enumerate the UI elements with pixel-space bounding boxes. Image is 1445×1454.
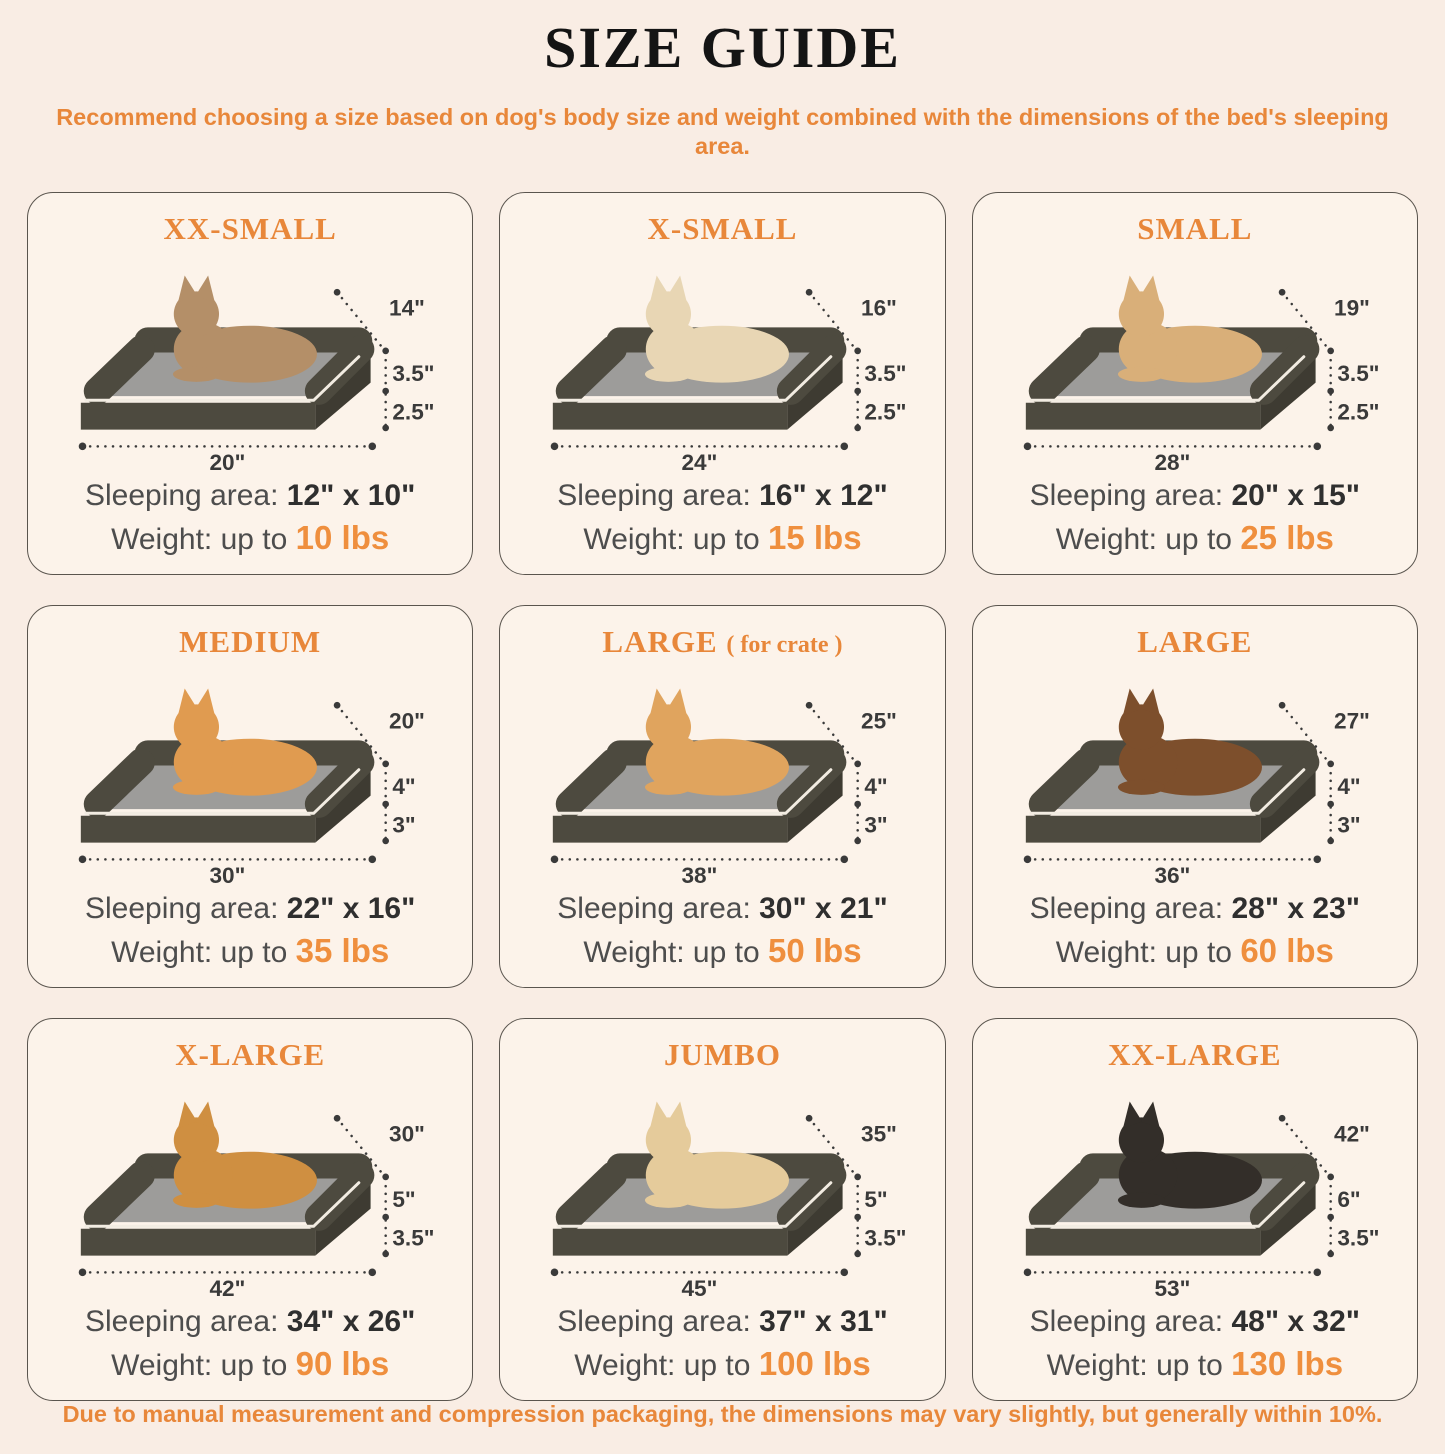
size-card: [499, 192, 945, 575]
size-name: SMALL: [1137, 210, 1253, 246]
sleeping-area-value: 28" x 23": [1231, 891, 1361, 925]
bolster-height-label: 4": [864, 773, 889, 799]
weight-label: Weight: up to: [583, 523, 760, 557]
width-dimension-line: [1024, 442, 1321, 474]
base-height-dimension-line: [855, 807, 888, 844]
base-height-label: 2.5": [864, 399, 908, 425]
size-name: MEDIUM: [179, 623, 322, 659]
bolster-height-dimension-line: [382, 1173, 415, 1220]
width-dimension-line: [551, 1268, 848, 1300]
size-card-title: [1137, 211, 1252, 247]
weight-line: [1056, 516, 1334, 560]
bed-illustration: [521, 1073, 923, 1301]
weight-line: [1056, 929, 1334, 973]
bolster-height-dimension-line: [382, 760, 415, 807]
bolster-height-dimension-line: [1327, 347, 1379, 394]
base-height-dimension-line: [382, 394, 434, 431]
base-height-dimension-line: [855, 1220, 907, 1257]
size-card: [972, 605, 1418, 988]
bolster-height-label: 4": [1337, 773, 1361, 799]
base-height-label: 3": [392, 812, 416, 838]
width-dimension-line: [1024, 855, 1321, 887]
base-height-dimension-line: [855, 394, 907, 431]
width-dimension-label: 42": [209, 1275, 246, 1301]
sleeping-area-value: 20" x 15": [1231, 478, 1361, 512]
sleeping-area-value: 34" x 26": [286, 1304, 416, 1338]
base-height-label: 3": [1337, 812, 1361, 838]
bolster-height-label: 3.5": [392, 360, 435, 386]
width-dimension-line: [79, 855, 376, 887]
size-name: XX-LARGE: [1108, 1036, 1282, 1072]
size-name: LARGE: [1137, 623, 1253, 659]
sleeping-area-line: [1030, 1302, 1360, 1342]
bolster-height-dimension-line: [855, 1173, 888, 1220]
size-card-title: [163, 211, 336, 247]
weight-label: Weight: up to: [111, 1349, 288, 1383]
size-card-title: [1137, 624, 1252, 660]
footnote: Due to manual measurement and compression packaging, the dimensions may vary slightly, but generally within 10%.: [62, 1400, 1383, 1427]
sleeping-area-value: 30" x 21": [759, 891, 888, 925]
width-dimension-line: [551, 442, 848, 474]
size-card-title: [648, 211, 798, 247]
sleeping-area-label: Sleeping area:: [1029, 478, 1224, 512]
size-name: JUMBO: [664, 1036, 781, 1072]
bed-illustration: [521, 660, 923, 888]
weight-line: [111, 516, 389, 560]
weight-line: [574, 1342, 871, 1386]
weight-value: 130 lbs: [1231, 1345, 1344, 1383]
width-dimension-label: 38": [681, 862, 718, 888]
size-name-suffix: ( for crate ): [726, 631, 843, 658]
sleeping-area-line: [85, 1302, 415, 1342]
size-name: LARGE: [602, 623, 718, 659]
weight-label: Weight: up to: [111, 523, 288, 557]
sleeping-area-label: Sleeping area:: [557, 891, 751, 925]
base-height-label: 3.5": [392, 1225, 435, 1251]
base-height-label: 3": [864, 812, 889, 838]
weight-label: Weight: up to: [111, 936, 288, 970]
depth-dimension-label: 35": [861, 1121, 898, 1147]
depth-dimension-label: 30": [389, 1121, 426, 1147]
depth-dimension-label: 42": [1333, 1121, 1370, 1147]
depth-dimension-label: 19": [1333, 295, 1370, 321]
size-card: [27, 192, 473, 575]
subtitle: Recommend choosing a size based on dog's body size and weight combined with the dimensions of the bed's sleeping area.: [56, 104, 1389, 160]
weight-value: 35 lbs: [295, 932, 390, 970]
sleeping-area-line: [557, 476, 887, 516]
size-card: [27, 1018, 473, 1401]
weight-value: 60 lbs: [1240, 932, 1334, 970]
bed-illustration: [49, 247, 451, 475]
page-title: SIZE GUIDE: [544, 15, 901, 80]
bolster-height-label: 6": [1337, 1186, 1361, 1212]
depth-dimension-label: 16": [861, 295, 898, 321]
size-card-title: [602, 624, 842, 660]
size-cards-grid: [0, 192, 1445, 1401]
weight-value: 50 lbs: [768, 932, 862, 970]
size-name: X-LARGE: [175, 1036, 326, 1072]
depth-dimension-label: 27": [1333, 708, 1370, 734]
bed-illustration: [994, 247, 1396, 475]
sleeping-area-value: 12" x 10": [286, 478, 416, 512]
bed-illustration: [49, 1073, 451, 1301]
sleeping-area-line: [557, 1302, 887, 1342]
bolster-height-label: 3.5": [1337, 360, 1380, 386]
size-card-title: [664, 1037, 781, 1073]
weight-label: Weight: up to: [574, 1349, 751, 1383]
base-height-dimension-line: [1327, 1220, 1379, 1257]
base-height-label: 3.5": [1337, 1225, 1380, 1251]
sleeping-area-line: [1030, 476, 1360, 516]
sleeping-area-label: Sleeping area:: [557, 1304, 751, 1338]
bed-illustration: [994, 660, 1396, 888]
size-card: [972, 1018, 1418, 1401]
width-dimension-label: 30": [209, 862, 246, 888]
sleeping-area-label: Sleeping area:: [84, 478, 279, 512]
bolster-height-label: 5": [392, 1186, 416, 1212]
width-dimension-line: [1024, 1268, 1321, 1300]
sleeping-area-line: [85, 889, 415, 929]
width-dimension-label: 24": [681, 449, 718, 475]
width-dimension-line: [79, 1268, 376, 1300]
sleeping-area-line: [85, 476, 415, 516]
base-height-label: 2.5": [1337, 399, 1380, 425]
size-card: [499, 605, 945, 988]
sleeping-area-label: Sleeping area:: [84, 891, 279, 925]
weight-line: [111, 1342, 389, 1386]
base-height-dimension-line: [1327, 394, 1379, 431]
weight-line: [111, 929, 389, 973]
weight-label: Weight: up to: [1055, 523, 1232, 557]
width-dimension-line: [551, 855, 848, 887]
sleeping-area-value: 37" x 31": [759, 1304, 888, 1338]
size-card: [27, 605, 473, 988]
bolster-height-label: 5": [864, 1186, 889, 1212]
weight-value: 10 lbs: [295, 519, 390, 557]
width-dimension-label: 53": [1154, 1275, 1191, 1301]
width-dimension-label: 36": [1154, 862, 1191, 888]
size-name: XX-SMALL: [163, 210, 337, 246]
bed-illustration: [49, 660, 451, 888]
depth-dimension-label: 14": [389, 295, 426, 321]
sleeping-area-line: [557, 889, 887, 929]
sleeping-area-value: 22" x 16": [286, 891, 416, 925]
sleeping-area-value: 16" x 12": [759, 478, 888, 512]
width-dimension-line: [79, 442, 376, 474]
weight-line: [583, 929, 861, 973]
weight-value: 90 lbs: [295, 1345, 390, 1383]
weight-value: 25 lbs: [1240, 519, 1334, 557]
width-dimension-label: 20": [209, 449, 246, 475]
base-height-dimension-line: [382, 1220, 434, 1257]
size-card: [972, 192, 1418, 575]
bolster-height-label: 4": [392, 773, 416, 799]
sleeping-area-label: Sleeping area:: [84, 1304, 279, 1338]
weight-label: Weight: up to: [583, 936, 760, 970]
bed-illustration: [994, 1073, 1396, 1301]
weight-line: [583, 516, 861, 560]
sleeping-area-line: [1030, 889, 1360, 929]
bolster-height-label: 3.5": [864, 360, 908, 386]
sleeping-area-value: 48" x 32": [1231, 1304, 1361, 1338]
bolster-height-dimension-line: [855, 760, 888, 807]
weight-value: 100 lbs: [758, 1345, 871, 1383]
weight-value: 15 lbs: [768, 519, 862, 557]
size-card: [499, 1018, 945, 1401]
depth-dimension-label: 25": [861, 708, 898, 734]
width-dimension-label: 45": [681, 1275, 718, 1301]
size-card-title: [1108, 1037, 1281, 1073]
size-card-title: [175, 1037, 325, 1073]
bolster-height-dimension-line: [1327, 1173, 1360, 1220]
base-height-dimension-line: [382, 807, 415, 844]
size-card-title: [179, 624, 321, 660]
weight-label: Weight: up to: [1055, 936, 1232, 970]
width-dimension-label: 28": [1154, 449, 1191, 475]
weight-label: Weight: up to: [1046, 1349, 1223, 1383]
sleeping-area-label: Sleeping area:: [1029, 891, 1224, 925]
sleeping-area-label: Sleeping area:: [557, 478, 751, 512]
base-height-label: 3.5": [864, 1225, 908, 1251]
bolster-height-dimension-line: [1327, 760, 1360, 807]
bolster-height-dimension-line: [855, 347, 907, 394]
depth-dimension-label: 20": [389, 708, 426, 734]
weight-line: [1047, 1342, 1344, 1386]
bolster-height-dimension-line: [382, 347, 434, 394]
base-height-label: 2.5": [392, 399, 435, 425]
size-name: X-SMALL: [647, 210, 798, 246]
bed-illustration: [521, 247, 923, 475]
sleeping-area-label: Sleeping area:: [1029, 1304, 1224, 1338]
base-height-dimension-line: [1327, 807, 1360, 844]
